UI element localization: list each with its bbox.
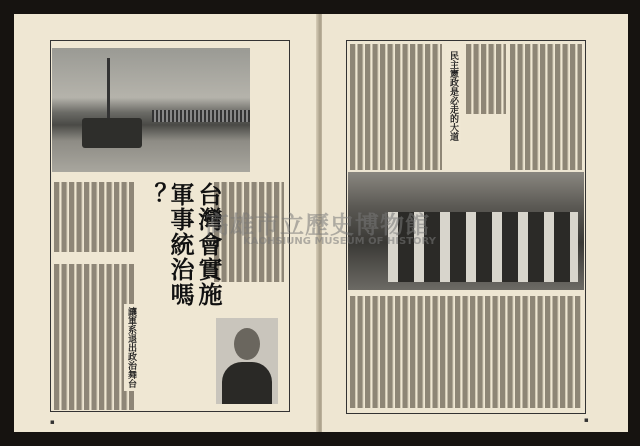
military-parade-photo	[52, 48, 250, 172]
museum-watermark	[205, 205, 436, 247]
text-block-bottom	[350, 296, 582, 408]
watermark-chinese: 高雄市立歷史博物館	[205, 211, 430, 239]
watermark-english: KAOHSIUNG MUSEUM OF HISTORY	[243, 236, 436, 247]
text-block-top-right	[510, 44, 582, 170]
text-block-top-mid	[466, 44, 506, 114]
headline-col-3: ？	[138, 182, 166, 207]
text-block-top-left	[350, 44, 442, 170]
portrait-photo	[216, 318, 278, 404]
intro-text-column	[54, 182, 134, 252]
page-number-left: ▪	[50, 418, 55, 426]
page-number-right: ▪	[584, 416, 589, 424]
headline-col-1: 台灣會實施	[194, 182, 222, 307]
headline-col-2: 軍事統治嗎	[166, 182, 194, 307]
right-subheading: 民主憲政是必走的大道	[446, 48, 461, 144]
left-subheading: 讓軍系退出政治舞台	[124, 304, 139, 391]
body-text-column	[54, 264, 134, 410]
